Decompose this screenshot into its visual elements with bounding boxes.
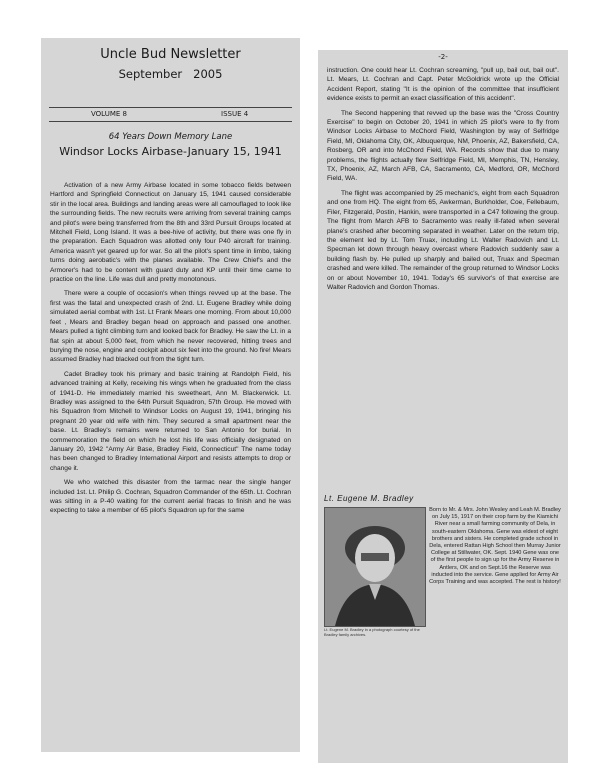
photo-caption: Lt. Eugene M. Bradley in a photograph courtesy of the Bradley family archives. — [324, 627, 420, 637]
biography-text: Born to Mr. & Mrs. John Wesley and Leah M. Bradley on July 15, 1917 on their crop farm by the Kiamichi River near a small farming community of Dela, in south-eastern Oklahoma. Gene was eldest of eight brothers and sisters. He completed grade school in Dela, entered Rattan High School then Murray Junior College at Stillwater, OK. Sept. 1940 Gene was one of the first people to sign up for the Army Reserve in Antlers, OK and on Sept.16 the Reserve was inducted into the service. Gene applied for Army Air Corps Training and was accepted. The rest is history! — [429, 507, 561, 586]
masthead-rule — [49, 107, 292, 108]
right-column — [318, 50, 568, 763]
volume-label: VOLUME 8 — [91, 110, 127, 118]
left-column — [41, 38, 300, 752]
paragraph: We who watched this disaster from the tarmac near the single hanger included 1st. Lt. Philip G. Cochran, Squadron Commander of the 65th. Lt. Cochran was sitting in a P-40 waiting for the current aerial fracas to finish and he was expecting to take a member of 65 pilot's Squadron up for the same — [50, 479, 291, 515]
paragraph: There were a couple of occasion's when things revved up at the base. The first was the fatal and unexpected crash of 2nd. Lt. Eugene Bradley while doing simulated aerial combat with 1st. Lt Frank Mears one morning. From about 10,000 feet , Mears and Bradley began head on approach and passed one another. Mears pulled a tight climbing turn and looked back for Bradley. He saw the Lt. in a flat spin at about 5,000 feet, from which he never recovered, hitting trees and burying the nose, engine and cockpit about six feet into the ground. No fire! Mears assumed Bradley had blacked out from the tight turn. — [50, 290, 291, 364]
article-kicker: 64 Years Down Memory Lane — [108, 132, 233, 142]
photo-title: Lt. Eugene M. Bradley — [324, 494, 414, 503]
paragraph: Activation of a new Army Airbase located in some tobacco fields between Hartford and Springfield Connecticut on January 15, 1941 caused considerable stir in the local area. Buildings and landing areas were all camouflaged to look like the surrounding fields. The new recruits were arriving from several training camps and pilot's were being transferred from the 8th and 33rd Pursuit Groups located at Mitchell Field, Long Island. It was a bee-hive of activity, but there was one fly in the preparation. Each Squadron was allotted only four P40 aircraft for training. America wasn't yet geared up for war. So all the pilot's spent time in limbo, taking turns doing aerobatic's with the planes available. The Crew Chief's and the Armorer's had to be content with guard duty and KP until their time came to practice on the line. Life was dull and pretty monotonous. — [50, 182, 291, 284]
paragraph: instruction. One could hear Lt. Cochran screaming, "pull up, bail out, bail out". Lt. Mears, Lt. Cochran and Capt. Peter McGoldrick wrote up the Official Accident Report, stating "It is the opinion of the committee that insufficient evidence exists to permit an exact classification of this accident". — [327, 67, 559, 103]
left-article-body — [50, 181, 291, 521]
issue-label: ISSUE 4 — [221, 110, 249, 118]
page-number: -2- — [438, 53, 448, 61]
right-article-body — [327, 66, 559, 297]
newsletter-date: September 2005 — [118, 67, 223, 81]
portrait-photo — [324, 507, 426, 627]
article-headline: Windsor Locks Airbase-January 15, 1941 — [59, 145, 282, 158]
masthead-rule-lower — [49, 121, 292, 122]
paragraph: The flight was accompanied by 25 mechanic's, eight from each Squadron and one from HQ. The eight from 65, Awkerman, Burkholder, Coe, Fellebaum, Filer, Fitzgerald, Postin, Hankin, were transported in a C47 following the group. The flight from March AFB to Sacramento was really ill-fated when several plane's crashed after becoming separated in weather. Later on the return trip, the element led by Lt. Tom Truax, including Lt. Walter Radovich and Lt. Specman let down through heavy overcast where Radovich suddenly saw a building flash by. He pulled up sharply and bailed out, Truax and Specman crashed and were killed. The remainder of the group returned to Windsor Locks on or about November 10, 1941. Today's 65 survivor's of that exercise are Walter Radovich and Gordon Thomas. — [327, 189, 559, 291]
paragraph: Cadet Bradley took his primary and basic training at Randolph Field, his advanced training at Kelly, receiving his wings when he graduated from the class of 1941-D. He immediately married his sweetheart, Ann M. Blackerwick. Lt. Bradley was assigned to the 64th Pursuit Squadron, 57th Group. He moved with his Squadron from Mitchell to Windsor Locks on August 19, 1941, bringing his pregnant 20 year old wife with him. They secured a small apartment near the base. Lt. Bradley's remains were returned to San Antonio for burial. In commemoration the field on which he lost his life was officially designated on January 20, 1942 "Army Air Base, Bradley Field, Connecticut" The name today has been changed to Bradley International Airport and resists attempts to drop or change it. — [50, 370, 291, 472]
portrait-image — [325, 508, 425, 626]
paragraph: The Second happening that revved up the base was the "Cross Country Exercise" to begin on October 20, 1941 in which 25 pilot's were to fly from Windsor Locks Airbase to McChord Field, Washington by way of Selfridge Field, MI, Oklahoma City, OK, Albuquerque, NM, Phoenix, AZ, Bakersfield, CA, Rosberg, OR and into McChord Field, WA. Records show that due to many problems, the flights actually flew Selfridge Field, MI, Memphis, TN, Hensley, TX, Phoenix, AZ, March AFB, CA, Sacramento, CA, Medford, OR, McChord Field, WA. — [327, 109, 559, 183]
newsletter-title: Uncle Bud Newsletter — [100, 47, 241, 62]
